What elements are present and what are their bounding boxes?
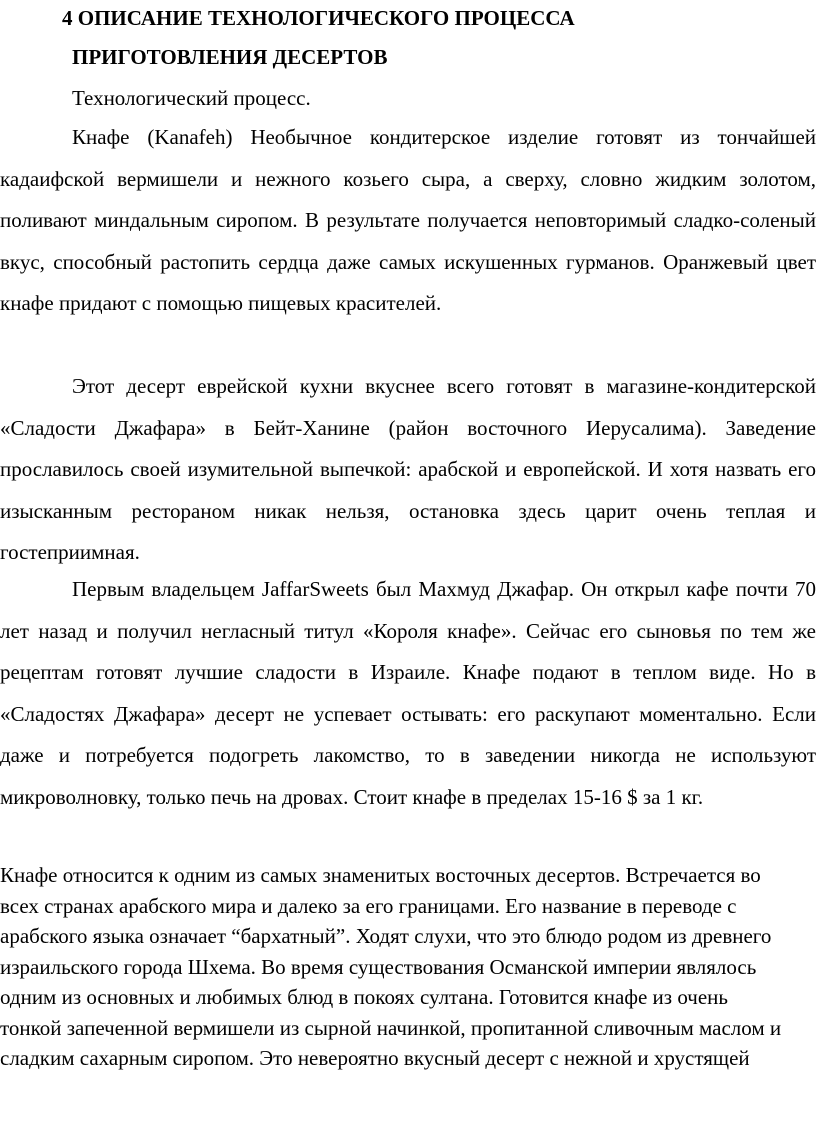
section-heading-line-2: ПРИГОТОВЛЕНИЯ ДЕСЕРТОВ bbox=[72, 45, 388, 69]
paragraph-jaffar-history: Первым владельцем JaffarSweets был Махмуд Джафар. Он открыл кафе почти 70 лет назад и получил негласный титул «Короля кнафе». Сейчас его сыновья по тем же рецептам готовят лучшие сладости в Израиле. Кнафе подают в теплом виде. Но в «Сладостях Джафара» десерт не успевает остывать: его раскупают моментально. Если даже и потребуется подогреть лакомство, то в заведении никогда не используют микроволновку, только печь на дровах. Стоит кнафе в пределах 15-16 $ за 1 кг. bbox=[0, 577, 816, 809]
paragraph-kanafeh-origin: Кнафе относится к одним из самых знаменитых восточных десертов. Встречается во всех странах арабского мира и далеко за его границами. Его название в переводе с арабского языка означает “бархатный”. Ходят слухи, что это блюдо родом из древнего израильского города Шхема. Во время существования Османской империи являлось одним из основных и любимых блюд в покоях султана. Готовится кнафе из очень тонкой запеченной вермишели из сырной начинкой, пропитанной сливочным маслом и сладким сахарным сиропом. Это невероятно вкусный десерт с нежной и хрустящей bbox=[0, 863, 782, 1070]
paragraph-jaffar-sweets-shop: Этот десерт еврейской кухни вкуснее всего готовят в магазине-кондитерской «Сладости Джафара» в Бейт-Ханине (район восточного Иерусалима). Заведение прославилось своей изумительной выпечкой: арабской и европейской. И хотя назвать его изысканным рестораном никак нельзя, остановка здесь царит очень теплая и гостеприимная. bbox=[0, 374, 816, 564]
subsection-title: Технологический процесс. bbox=[72, 86, 311, 110]
section-heading-line-1: 4 ОПИСАНИЕ ТЕХНОЛОГИЧЕСКОГО ПРОЦЕССА bbox=[62, 6, 575, 30]
paragraph-kanafeh-intro: Кнафе (Kanafeh) Необычное кондитерское изделие готовят из тончайшей кадаифской вермишели и нежного козьего сыра, а сверху, словно жидким золотом, поливают миндальным сиропом. В результате получается неповторимый сладко-соленый вкус, способный растопить сердца даже самых искушенных гурманов. Оранжевый цвет кнафе придают с помощью пищевых красителей. bbox=[0, 125, 816, 315]
